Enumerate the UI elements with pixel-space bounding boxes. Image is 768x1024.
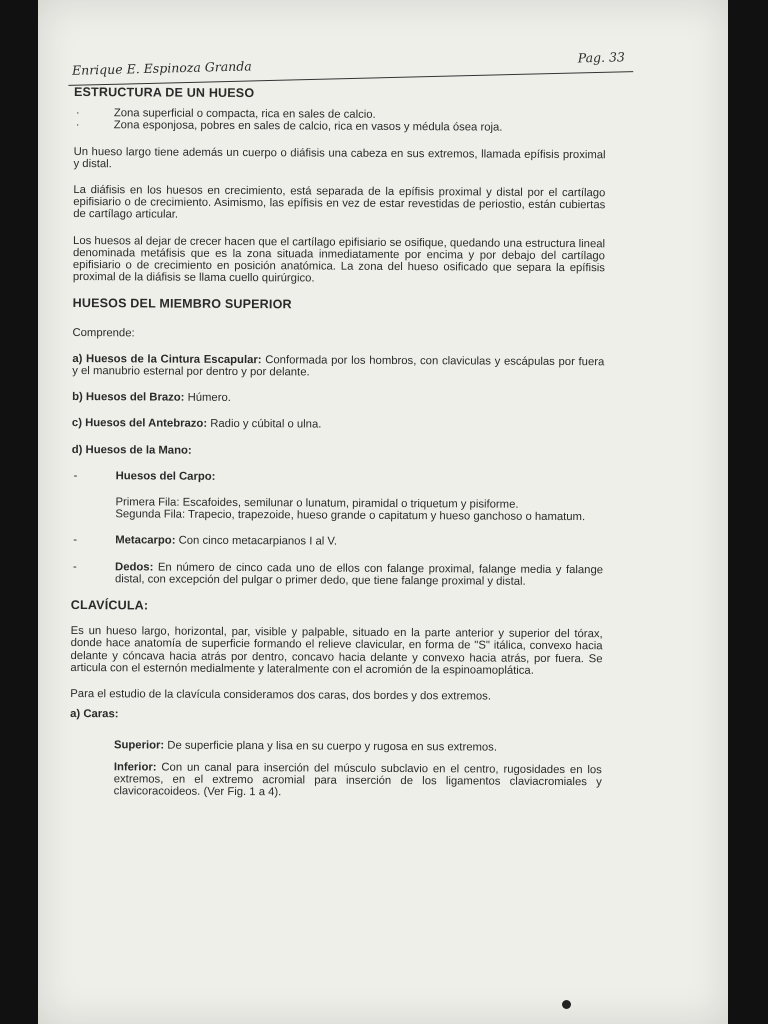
list-item: · Zona esponjosa, pobres en sales de calcio, rica en vasos y médula ósea roja. (75, 119, 503, 135)
page-content (70, 86, 606, 801)
page-number: Pag. 33 (577, 49, 626, 66)
paragraph: Es un hueso largo, horizontal, par, visible y palpable, situado en la parte anterior y superior del tórax, donde hace anatomía de superficie formando el relieve clavicular, en forma de "S" itálica, convexo hacia delante y cóncava hacia atrás por dentro, concavo hacia delante y convexo hacia atrás, por fuera. Se articula con el esternón medialmente y lateralmente con el acromión de la espinoamoplática. (70, 625, 603, 677)
list-item-segunda-fila: Segunda Fila: Trapecio, trapezoide, hueso grande o capitatum y hueso ganchoso o hamatum. (115, 508, 586, 524)
list-item-cintura: a) Huesos de la Cintura Escapular: Conformada por los hombros, con claviculas y escápulas por fuera y el manubrio esternal por dentro y por delante. (72, 352, 605, 379)
list-item: · Zona superficial o compacta, rica en sales de calcio. (75, 107, 376, 122)
list-item-primera-fila: Primera Fila: Escafoides, semilunar o lunatum, piramidal o triquetum y pisiforme. (115, 496, 519, 511)
author-name: Enrique E. Espinoza Granda (71, 58, 252, 78)
list-item-superior: Superior: De superficie plana y lisa en su cuerpo y rugosa en sus extremos. (113, 738, 498, 754)
list-item-mano: d) Huesos de la Mano: (71, 443, 192, 457)
section-title-miembro-superior: HUESOS DEL MIEMBRO SUPERIOR (72, 296, 292, 312)
list-item-carpo: - Huesos del Carpo: (73, 469, 216, 483)
paragraph: Para el estudio de la clavícula consideramos dos caras, dos bordes y dos extremos. (70, 688, 492, 703)
list-item-antebrazo: c) Huesos del Antebrazo: Radio y cúbital o ulna. (71, 417, 322, 431)
ink-spot (562, 1000, 571, 1009)
document-page (38, 0, 728, 1024)
list-item-brazo: b) Huesos del Brazo: Húmero. (72, 391, 231, 405)
paragraph: Los huesos al dejar de crecer hacen que el cartílago epifisiario se osifique, quedando una estructura lineal denominada metáfisis que es la zona situada inmediatamente por encima y por debajo del cartílago epifisiario o de crecimiento en posición anatómica. La zona del hueso osificado que separa la epífisis proximal de la diáfisis se llama cuello quirúrgico. (72, 234, 606, 285)
page-header (68, 43, 634, 86)
list-item-inferior: Inferior: Con un canal para inserción del músculo subclavio en el centro, rugosidades en los extremos, en el extremo acromial para inserción de los ligamentos claviacromiales y clavicoracoideos. (Ver Fig. 1 a 4). (113, 760, 602, 799)
paragraph: Comprende: (72, 326, 135, 340)
section-title-estructura: ESTRUCTURA DE UN HUESO (73, 85, 255, 101)
subsection-caras: a) Caras: (70, 708, 119, 721)
section-title-clavicula: CLAVÍCULA: (70, 598, 149, 613)
list-item-dedos: - Dedos: En número de cinco cada uno de ellos con falange proximal, falange media y falange distal, con excepción del pulgar o primer dedo, que tiene falange proximal y distal. (73, 560, 604, 588)
paragraph: La diáfisis en los huesos en crecimiento, está separada de la epífisis proximal y distal por el cartílago epifisiario o de crecimiento. Asimismo, las epífisis en vez de estar revestidas de periostio, están cubiertas de cartílago articular. (73, 184, 606, 222)
paragraph: Un hueso largo tiene además un cuerpo o diáfisis una cabeza en sus extremos, llamada epífisis proximal y distal. (73, 145, 606, 171)
list-item-metacarpo: - Metacarpo: Con cinco metacarpianos I al V. (73, 534, 338, 549)
